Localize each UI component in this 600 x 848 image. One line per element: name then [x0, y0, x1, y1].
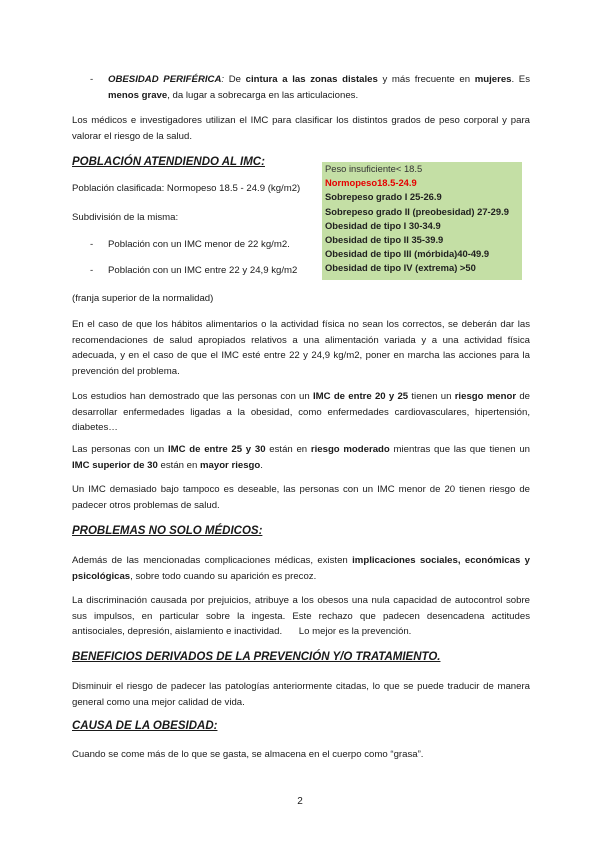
paragraph-riesgo	[72, 442, 530, 473]
text-span: están en	[160, 459, 198, 471]
page-number: 2	[297, 796, 303, 807]
paragraph-ademas	[72, 553, 530, 584]
text-span: y más frecuente en	[382, 74, 471, 85]
bold-span: grave	[141, 89, 168, 101]
colon: :	[221, 74, 225, 85]
section-heading-beneficios: BENEFICIOS DERIVADOS DE LA PREVENCIÓN Y/O TRATAMIENTO.	[72, 651, 441, 663]
text-span: La discriminación causada por prejuicios, atribuye a los obesos una nula capacidad de autocontrol sobre sus impulsos, en particular sobre la ingesta. Este rechazo que padecen desencadena actitudes antisociales, depresión, aislamiento e inactividad.	[72, 595, 530, 638]
text-span: Además de las mencionadas complicaciones médicas, existen	[72, 555, 348, 566]
section-heading-poblacion: POBLACIÓN ATENDIENDO AL IMC:	[72, 156, 265, 168]
paragraph-disminuir: Disminuir el riesgo de padecer las patologías anteriormente citadas, lo que se puede traducir de manera general como una mejor calidad de vida.	[72, 681, 530, 708]
sub-item: Población con un IMC menor de 22 kg/m2.	[108, 239, 290, 250]
paragraph-bajo: Un IMC demasiado bajo tampoco es deseable, las personas con un IMC menor de 20 tienen riesgo de padecer otros problemas de salud.	[72, 484, 530, 511]
imc-row: Normopeso18.5-24.9	[325, 177, 417, 189]
bullet-dash: -	[90, 239, 94, 250]
imc-row: Sobrepeso grado II (preobesidad) 27-29.9	[325, 205, 509, 217]
bold-span: mayor riesgo	[200, 459, 261, 471]
section-heading-causa: CAUSA DE LA OBESIDAD:	[72, 720, 218, 732]
section-heading-problemas: PROBLEMAS NO SOLO MÉDICOS:	[72, 525, 263, 537]
imc-classification-table	[322, 162, 522, 280]
imc-row: Obesidad de tipo III (mórbida)40-49.9	[325, 248, 490, 260]
sub-item: Población con un IMC entre 22 y 24,9 kg/m2	[108, 265, 298, 276]
text-span: de desarrollar enfermedades ligadas a la obesidad, como enfermedades cardiovasculares, hipertensión, diabetes…	[72, 391, 530, 434]
intro-bullet-text	[108, 72, 530, 103]
paragraph-estudios	[72, 389, 530, 436]
bold-span: IMC de entre 25 y 30	[167, 444, 266, 455]
bold-span: menos	[108, 89, 139, 101]
franja-note: (franja superior de la normalidad)	[72, 293, 214, 304]
bold-span: IMC de entre 20 y 25	[312, 391, 409, 402]
imc-row: Obesidad de tipo IV (extrema) >50	[325, 262, 476, 274]
imc-row: Obesidad de tipo II 35-39.9	[325, 234, 444, 246]
bold-span: riesgo menor	[454, 391, 517, 402]
bullet-dash: -	[90, 265, 94, 276]
bold-span: riesgo moderado	[310, 444, 390, 455]
text-span: Las personas con un	[72, 444, 165, 455]
text-span: Lo mejor es la prevención.	[298, 626, 412, 638]
bullet-dash: -	[90, 74, 94, 85]
bold-span: cintura a las zonas distales	[245, 74, 378, 85]
text-span: , sobre todo cuando su aparición es precoz.	[130, 570, 317, 582]
imc-row: Obesidad de tipo I 30-34.9	[325, 219, 441, 231]
peripheral-obesity-label: OBESIDAD PERIFÉRICA	[108, 74, 222, 85]
text-span: Los estudios han demostrado que las personas con un	[72, 391, 310, 402]
imc-row: Sobrepeso grado I 25-26.9	[325, 191, 442, 203]
bold-span: mujeres	[474, 74, 512, 85]
poblacion-clasificada: Población clasificada: Normopeso 18.5 - 24.9 (kg/m2)	[72, 183, 301, 194]
paragraph-medicos: Los médicos e investigadores utilizan el IMC para clasificar los distintos grados de peso corporal y para valorar el riesgo de la salud.	[72, 115, 530, 142]
text-span: tienen un	[411, 391, 452, 402]
paragraph-discriminacion	[72, 593, 530, 640]
text-span: mientras que las que tienen un	[393, 444, 531, 455]
paragraph-causa: Cuando se come más de lo que se gasta, se almacena en el cuerpo como “grasa”.	[72, 749, 424, 760]
paragraph-habitos: En el caso de que los hábitos alimentarios o la actividad física no sean los correctos, se deberán dar las recomendaciones de salud apropiados relativos a una alimentación variada y a una actividad física adecuada, y en el caso de que el IMC esté entre 22 y 24,9 kg/m2, poner en marcha las acciones para la prevención del problema.	[72, 319, 530, 377]
text-span: . Es	[511, 74, 530, 85]
text-span: , da lugar a sobrecarga en las articulaciones.	[167, 89, 359, 101]
text-span: De	[228, 74, 241, 85]
subdivision-label: Subdivisión de la misma:	[72, 212, 179, 223]
bold-span: implicaciones sociales, económicas y psicológicas	[72, 555, 531, 582]
imc-row: Peso insuficiente< 18.5	[325, 163, 423, 174]
text-span: están en	[269, 444, 308, 455]
bold-span: IMC superior de 30	[72, 459, 158, 471]
text-span: .	[260, 459, 263, 471]
